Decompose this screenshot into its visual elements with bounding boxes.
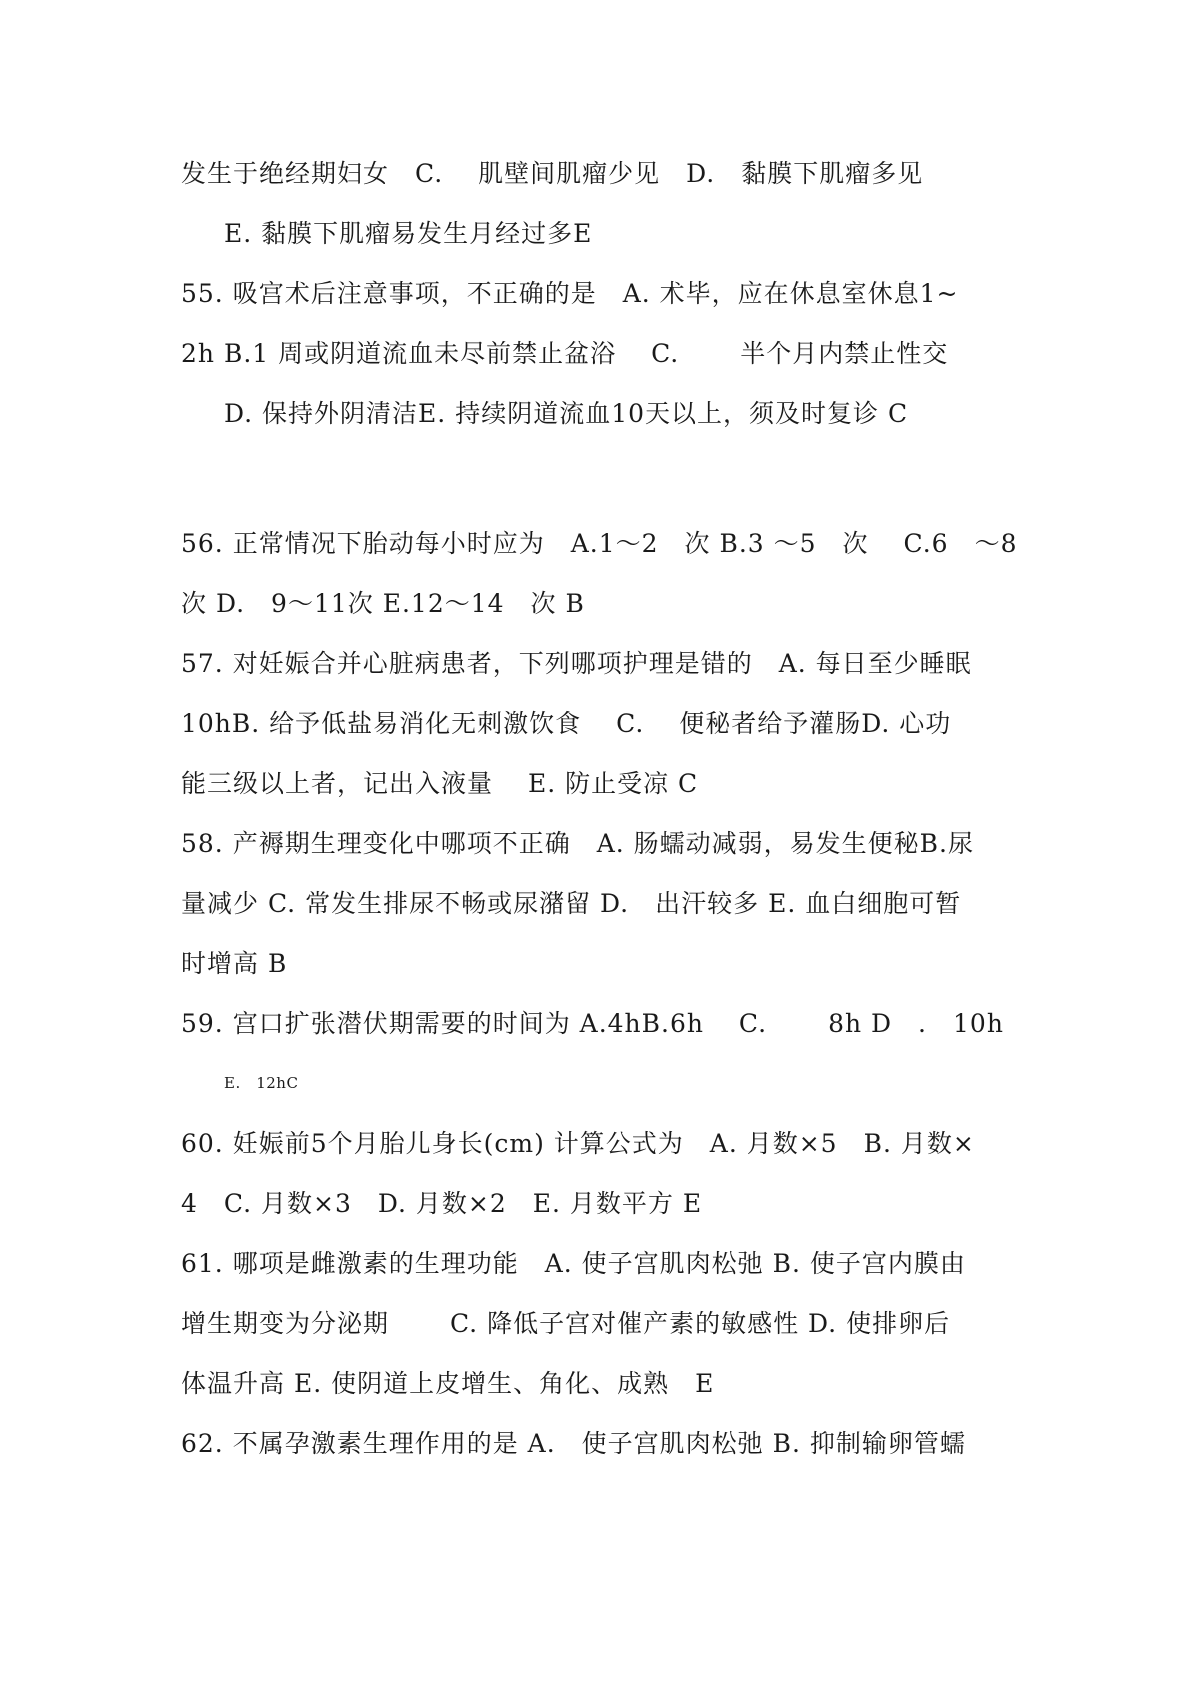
text-line: 时增高 B — [181, 949, 288, 978]
question-60: 60. 妊娠前5个月胎儿身长(cm) 计算公式为 A. 月数×5 B. 月数× — [181, 1129, 975, 1158]
question-61: 61. 哪项是雌激素的生理功能 A. 使子宫肌肉松弛 B. 使子宫内膜由 — [181, 1249, 966, 1278]
text-line: 次 D. 9～11次 E.12～14 次 B — [181, 589, 585, 618]
question-58: 58. 产褥期生理变化中哪项不正确 A. 肠蠕动减弱，易发生便秘B.尿 — [181, 829, 974, 858]
question-57: 57. 对妊娠合并心脏病患者，下列哪项护理是错的 A. 每日至少睡眠 — [181, 649, 972, 678]
text-line: 4 C. 月数×3 D. 月数×2 E. 月数平方 E — [181, 1189, 703, 1218]
text-line: 能三级以上者，记出入液量 E. 防止受凉 C — [181, 769, 699, 798]
text-line: 量减少 C. 常发生排尿不畅或尿潴留 D. 出汗较多 E. 血白细胞可暂 — [181, 889, 962, 918]
text-line: 增生期变为分泌期 C. 降低子宫对催产素的敏感性 D. 使排卵后 — [181, 1309, 951, 1338]
question-59: 59. 宫口扩张潜伏期需要的时间为 A.4hB.6h C. 8h D . 10h — [181, 1009, 1004, 1038]
text-line: 体温升高 E. 使阴道上皮增生、角化、成熟 E — [181, 1369, 715, 1398]
text-line: E. 12hC — [224, 1074, 299, 1092]
text-line: 10hB. 给予低盐易消化无刺激饮食 C. 便秘者给予灌肠D. 心功 — [181, 709, 952, 738]
question-55: 55. 吸宫术后注意事项，不正确的是 A. 术毕，应在休息室休息1~ — [181, 279, 959, 308]
question-62: 62. 不属孕激素生理作用的是 A. 使子宫肌肉松弛 B. 抑制输卵管蠕 — [181, 1429, 966, 1458]
text-line: E. 黏膜下肌瘤易发生月经过多E — [224, 219, 593, 248]
text-line: 发生于绝经期妇女 C. 肌壁间肌瘤少见 D. 黏膜下肌瘤多见 — [181, 159, 924, 188]
text-line: D. 保持外阴清洁E. 持续阴道流血10天以上，须及时复诊 C — [224, 399, 909, 428]
question-56: 56. 正常情况下胎动每小时应为 A.1～2 次 B.3 ～5 次 C.6 ～8 — [181, 529, 1018, 558]
text-line: 2h B.1 周或阴道流血未尽前禁止盆浴 C. 半个月内禁止性交 — [181, 339, 949, 368]
